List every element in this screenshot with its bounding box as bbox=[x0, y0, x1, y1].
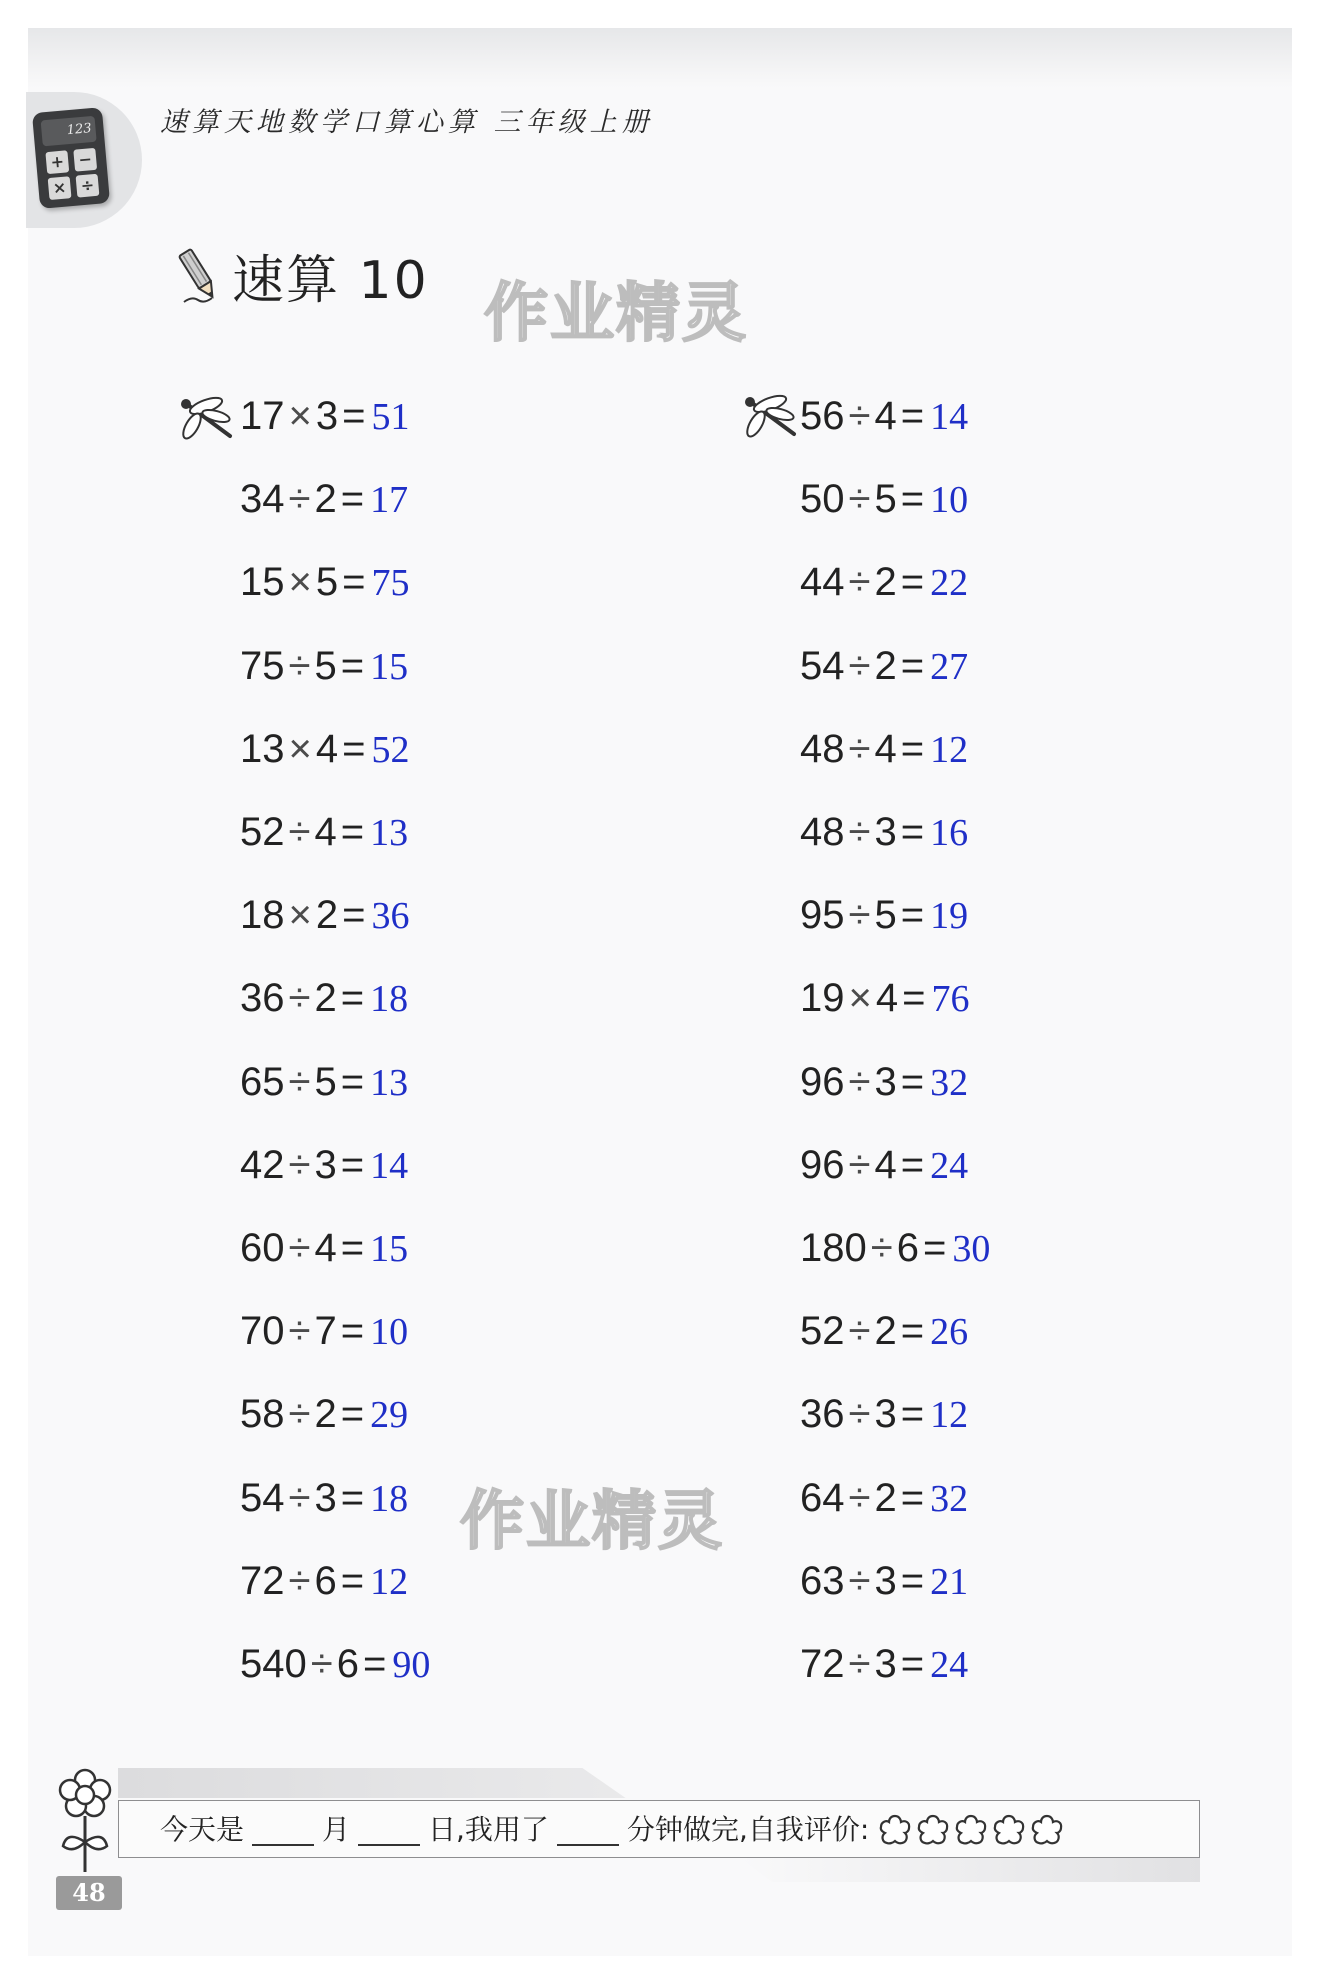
operand-a: 95 bbox=[800, 893, 845, 938]
math-problem bbox=[240, 1135, 408, 1195]
equals-sign: = bbox=[342, 893, 366, 938]
math-problem bbox=[240, 552, 409, 612]
rating-flower-icon[interactable] bbox=[1029, 1813, 1065, 1847]
answer[interactable]: 29 bbox=[370, 1394, 409, 1437]
operator-sign: ÷ bbox=[848, 643, 871, 688]
math-problem bbox=[800, 1301, 968, 1361]
math-problem bbox=[240, 1468, 408, 1528]
self-rating-stars bbox=[877, 1813, 1065, 1847]
operand-b: 4 bbox=[875, 976, 899, 1021]
operand-a: 72 bbox=[800, 1642, 845, 1686]
operand-a: 70 bbox=[240, 1309, 285, 1354]
answer[interactable]: 75 bbox=[371, 562, 410, 605]
equals-sign: = bbox=[340, 477, 365, 522]
answer[interactable]: 90 bbox=[392, 1644, 431, 1686]
answer[interactable]: 10 bbox=[370, 1311, 409, 1354]
operator-sign: ÷ bbox=[848, 810, 871, 854]
operator-sign: × bbox=[288, 893, 312, 938]
operator-sign: ÷ bbox=[310, 1642, 333, 1686]
equals-sign: = bbox=[340, 1142, 365, 1187]
watermark: 作业精灵 bbox=[460, 1485, 724, 1559]
operand-a: 54 bbox=[240, 1475, 285, 1520]
answer[interactable]: 17 bbox=[370, 479, 409, 522]
page-top-shade bbox=[28, 28, 1292, 88]
equals-sign: = bbox=[900, 1142, 925, 1187]
math-problem bbox=[800, 719, 968, 779]
pencil-icon bbox=[178, 244, 222, 306]
operand-b: 5 bbox=[314, 1059, 337, 1104]
equals-sign: = bbox=[902, 976, 926, 1021]
operand-b: 2 bbox=[874, 643, 897, 688]
minus-key: − bbox=[73, 148, 97, 172]
answer[interactable]: 12 bbox=[930, 1394, 969, 1437]
answer[interactable]: 18 bbox=[370, 978, 409, 1021]
operator-sign: ÷ bbox=[848, 1309, 871, 1354]
answer[interactable]: 32 bbox=[930, 1477, 969, 1520]
answer[interactable]: 32 bbox=[930, 1061, 969, 1104]
operator-sign: ÷ bbox=[288, 1142, 311, 1187]
operator-sign: ÷ bbox=[288, 1392, 311, 1437]
operand-a: 44 bbox=[800, 560, 845, 605]
day-blank[interactable] bbox=[358, 1814, 420, 1846]
operand-b: 2 bbox=[314, 976, 337, 1021]
operand-b: 2 bbox=[874, 1475, 897, 1520]
answer[interactable]: 26 bbox=[930, 1311, 969, 1354]
footer-text-rating: 分钟做完,自我评价: bbox=[626, 1813, 870, 1846]
divide-key: ÷ bbox=[76, 174, 100, 198]
operand-a: 56 bbox=[800, 394, 845, 438]
operand-a: 96 bbox=[800, 1142, 845, 1187]
operand-b: 2 bbox=[315, 893, 339, 938]
operand-b: 6 bbox=[896, 1226, 919, 1270]
math-problem bbox=[800, 386, 968, 446]
answer[interactable]: 16 bbox=[930, 812, 969, 854]
operator-sign: ÷ bbox=[848, 1558, 871, 1603]
footer-text-today: 今天是 bbox=[160, 1813, 245, 1846]
footer-text-month: 月 bbox=[322, 1813, 351, 1846]
answer[interactable]: 27 bbox=[930, 645, 969, 688]
operand-b: 4 bbox=[314, 810, 337, 854]
operator-sign: ÷ bbox=[288, 1558, 311, 1603]
answer[interactable]: 12 bbox=[370, 1560, 409, 1603]
math-problem bbox=[240, 386, 409, 446]
operand-b: 4 bbox=[874, 394, 897, 438]
answer[interactable]: 76 bbox=[931, 978, 970, 1021]
operator-sign: ÷ bbox=[288, 1309, 311, 1354]
operand-a: 540 bbox=[240, 1642, 307, 1686]
operand-b: 3 bbox=[874, 810, 897, 854]
answer[interactable]: 22 bbox=[930, 562, 969, 605]
math-problem bbox=[240, 719, 409, 779]
operand-b: 5 bbox=[874, 477, 897, 522]
equals-sign: = bbox=[922, 1226, 947, 1270]
operator-sign: ÷ bbox=[848, 893, 871, 938]
operator-sign: ÷ bbox=[848, 726, 871, 771]
operator-sign: ÷ bbox=[288, 643, 311, 688]
math-problem bbox=[800, 1634, 968, 1694]
equals-sign: = bbox=[900, 1642, 925, 1686]
math-problem bbox=[800, 1468, 968, 1528]
equals-sign: = bbox=[340, 1475, 365, 1520]
operator-sign: × bbox=[848, 976, 872, 1021]
answer[interactable]: 18 bbox=[370, 1477, 409, 1520]
operand-a: 36 bbox=[240, 976, 285, 1021]
operand-a: 48 bbox=[800, 810, 845, 854]
operator-sign: ÷ bbox=[848, 477, 871, 522]
equals-sign: = bbox=[900, 1059, 925, 1104]
operand-b: 3 bbox=[874, 1642, 897, 1686]
operand-a: 58 bbox=[240, 1392, 285, 1437]
equals-sign: = bbox=[342, 394, 366, 438]
math-problem bbox=[240, 885, 409, 945]
operand-b: 5 bbox=[874, 893, 897, 938]
equals-sign: = bbox=[340, 1309, 365, 1354]
operand-b: 3 bbox=[314, 1142, 337, 1187]
operator-sign: ÷ bbox=[848, 1475, 871, 1520]
math-problem bbox=[240, 968, 408, 1028]
operand-a: 75 bbox=[240, 643, 285, 688]
math-problem bbox=[800, 802, 968, 862]
month-blank[interactable] bbox=[252, 1814, 314, 1846]
equals-sign: = bbox=[900, 726, 925, 771]
equals-sign: = bbox=[900, 810, 925, 854]
math-problem bbox=[800, 636, 968, 696]
operator-sign: ÷ bbox=[870, 1226, 893, 1270]
plus-key: + bbox=[45, 150, 69, 174]
answer[interactable]: 30 bbox=[952, 1228, 991, 1270]
math-problem bbox=[800, 1218, 990, 1278]
math-problem bbox=[800, 1551, 968, 1611]
operand-a: 52 bbox=[800, 1309, 845, 1354]
operand-a: 60 bbox=[240, 1226, 285, 1270]
equals-sign: = bbox=[340, 1558, 365, 1603]
operand-a: 42 bbox=[240, 1142, 285, 1187]
math-problem bbox=[800, 1384, 968, 1444]
operator-sign: ÷ bbox=[848, 1142, 871, 1187]
operand-a: 50 bbox=[800, 477, 845, 522]
answer[interactable]: 14 bbox=[930, 396, 969, 438]
operator-sign: ÷ bbox=[848, 1392, 871, 1437]
equals-sign: = bbox=[362, 1642, 387, 1686]
math-problem bbox=[240, 1551, 408, 1611]
operand-b: 3 bbox=[874, 1558, 897, 1603]
operator-sign: ÷ bbox=[288, 976, 311, 1021]
operator-sign: ÷ bbox=[288, 1475, 311, 1520]
operand-b: 3 bbox=[314, 1475, 337, 1520]
math-problem bbox=[240, 1384, 408, 1444]
calculator-icon bbox=[32, 107, 110, 209]
rating-flower-icon[interactable] bbox=[915, 1813, 951, 1847]
operator-sign: × bbox=[288, 726, 312, 771]
math-problem bbox=[800, 968, 969, 1028]
math-problem bbox=[240, 1301, 408, 1361]
equals-sign: = bbox=[342, 560, 366, 605]
equals-sign: = bbox=[340, 976, 365, 1021]
operator-sign: ÷ bbox=[288, 810, 311, 854]
dragonfly-icon bbox=[740, 394, 802, 440]
operator-sign: × bbox=[288, 394, 312, 438]
operand-a: 34 bbox=[240, 477, 285, 522]
equals-sign: = bbox=[340, 810, 365, 854]
operator-sign: ÷ bbox=[288, 477, 311, 522]
math-problem bbox=[800, 1052, 968, 1112]
operand-b: 3 bbox=[315, 394, 339, 438]
operand-a: 54 bbox=[800, 643, 845, 688]
answer[interactable]: 24 bbox=[930, 1644, 969, 1686]
equals-sign: = bbox=[900, 1558, 925, 1603]
math-problem bbox=[800, 552, 968, 612]
watermark: 作业精灵 bbox=[484, 277, 748, 351]
times-key: × bbox=[48, 176, 72, 200]
equals-sign: = bbox=[900, 1475, 925, 1520]
equals-sign: = bbox=[340, 643, 365, 688]
rating-flower-icon[interactable] bbox=[953, 1813, 989, 1847]
flower-icon bbox=[54, 1768, 116, 1878]
answer[interactable]: 51 bbox=[371, 396, 410, 438]
page-number: 48 bbox=[56, 1876, 122, 1910]
operand-a: 18 bbox=[240, 893, 285, 938]
operand-a: 19 bbox=[800, 976, 845, 1021]
section-title: 速算 10 bbox=[232, 250, 429, 311]
operator-sign: ÷ bbox=[848, 394, 871, 438]
equals-sign: = bbox=[900, 1392, 925, 1437]
operand-b: 4 bbox=[315, 726, 339, 771]
math-problem bbox=[240, 1218, 408, 1278]
rating-flower-icon[interactable] bbox=[991, 1813, 1027, 1847]
operand-b: 6 bbox=[314, 1558, 337, 1603]
operand-b: 4 bbox=[314, 1226, 337, 1270]
operator-sign: ÷ bbox=[288, 1226, 311, 1270]
operator-sign: ÷ bbox=[848, 1059, 871, 1104]
equals-sign: = bbox=[900, 477, 925, 522]
answer[interactable]: 10 bbox=[930, 479, 969, 522]
operand-a: 72 bbox=[240, 1558, 285, 1603]
answer[interactable]: 15 bbox=[370, 1228, 409, 1270]
math-problem bbox=[240, 1052, 408, 1112]
book-title: 速算天地数学口算心算 三年级上册 bbox=[160, 107, 654, 138]
operand-b: 2 bbox=[874, 560, 897, 605]
calculator-screen: 123 bbox=[41, 116, 97, 147]
operand-b: 3 bbox=[874, 1059, 897, 1104]
answer[interactable]: 12 bbox=[930, 728, 969, 771]
operand-a: 48 bbox=[800, 726, 845, 771]
equals-sign: = bbox=[340, 1059, 365, 1104]
equals-sign: = bbox=[900, 560, 925, 605]
operand-b: 2 bbox=[314, 1392, 337, 1437]
section-heading bbox=[178, 240, 429, 310]
operand-b: 2 bbox=[314, 477, 337, 522]
operand-a: 65 bbox=[240, 1059, 285, 1104]
operand-b: 4 bbox=[874, 726, 897, 771]
equals-sign: = bbox=[340, 1392, 365, 1437]
operand-b: 5 bbox=[315, 560, 339, 605]
operand-a: 15 bbox=[240, 560, 285, 605]
equals-sign: = bbox=[342, 726, 366, 771]
operator-sign: ÷ bbox=[848, 1642, 871, 1686]
dragonfly-icon bbox=[176, 396, 238, 442]
operator-sign: × bbox=[288, 560, 312, 605]
daily-record-line bbox=[160, 1808, 1065, 1852]
operand-b: 7 bbox=[314, 1309, 337, 1354]
math-problem bbox=[240, 1634, 430, 1694]
answer[interactable]: 24 bbox=[930, 1144, 969, 1187]
answer[interactable]: 13 bbox=[370, 1061, 409, 1104]
equals-sign: = bbox=[900, 643, 925, 688]
minutes-blank[interactable] bbox=[557, 1814, 619, 1846]
rating-flower-icon[interactable] bbox=[877, 1813, 913, 1847]
math-problem bbox=[240, 469, 408, 529]
operand-a: 64 bbox=[800, 1475, 845, 1520]
answer[interactable]: 15 bbox=[370, 645, 409, 688]
answer[interactable]: 19 bbox=[930, 895, 969, 938]
operand-b: 6 bbox=[336, 1642, 359, 1686]
math-problem bbox=[800, 1135, 968, 1195]
math-problem bbox=[800, 469, 968, 529]
math-problem bbox=[240, 636, 408, 696]
math-problem bbox=[240, 802, 408, 862]
operand-b: 2 bbox=[874, 1309, 897, 1354]
operand-a: 63 bbox=[800, 1558, 845, 1603]
answer[interactable]: 36 bbox=[371, 895, 410, 938]
operand-a: 52 bbox=[240, 810, 285, 854]
answer[interactable]: 13 bbox=[370, 812, 409, 854]
operand-a: 180 bbox=[800, 1226, 867, 1270]
equals-sign: = bbox=[340, 1226, 365, 1270]
equals-sign: = bbox=[900, 893, 925, 938]
answer[interactable]: 21 bbox=[930, 1560, 969, 1603]
operand-a: 96 bbox=[800, 1059, 845, 1104]
answer[interactable]: 52 bbox=[371, 728, 410, 771]
footer-decor-bottom bbox=[740, 1858, 1200, 1882]
equals-sign: = bbox=[900, 1309, 925, 1354]
math-problem bbox=[800, 885, 968, 945]
footer-text-day: 日,我用了 bbox=[428, 1813, 549, 1846]
operator-sign: ÷ bbox=[848, 560, 871, 605]
operand-a: 13 bbox=[240, 726, 285, 771]
operand-a: 17 bbox=[240, 394, 285, 438]
operator-sign: ÷ bbox=[288, 1059, 311, 1104]
operand-b: 5 bbox=[314, 643, 337, 688]
operand-b: 4 bbox=[874, 1142, 897, 1187]
operand-a: 36 bbox=[800, 1392, 845, 1437]
equals-sign: = bbox=[900, 394, 925, 438]
answer[interactable]: 14 bbox=[370, 1144, 409, 1187]
operand-b: 3 bbox=[874, 1392, 897, 1437]
